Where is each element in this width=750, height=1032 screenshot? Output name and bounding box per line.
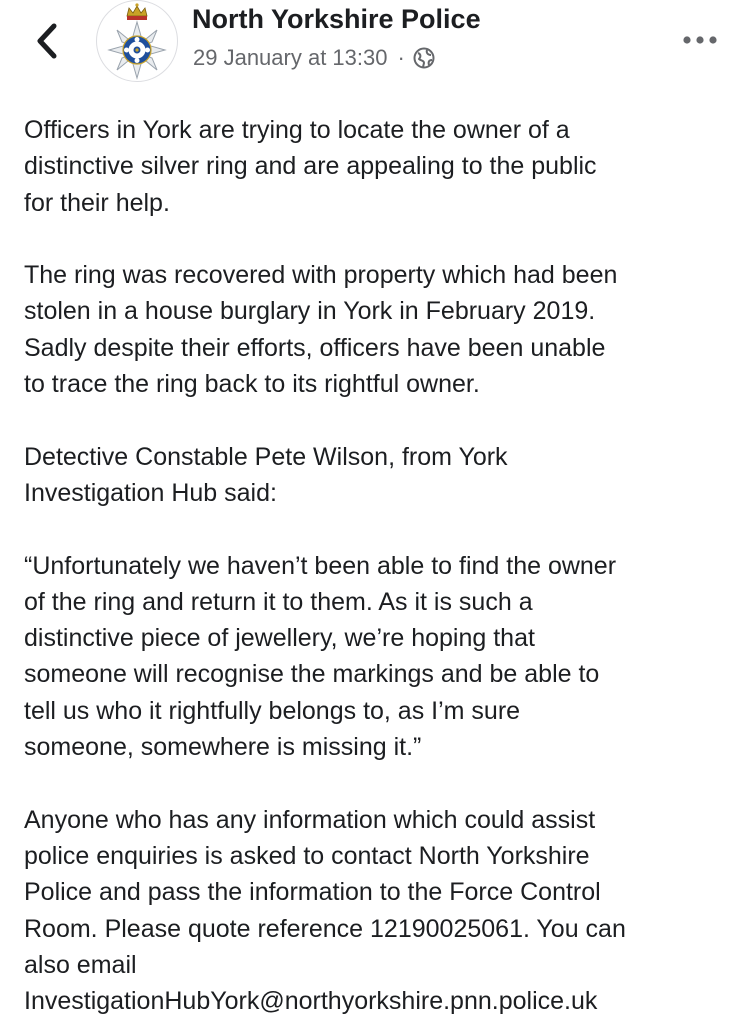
- more-horizontal-icon: [682, 35, 718, 45]
- post-header: [0, 0, 750, 100]
- page-name[interactable]: North Yorkshire Police: [192, 4, 481, 34]
- post-paragraph-3: Detective Constable Pete Wilson, from York Investigation Hub said:: [24, 442, 508, 507]
- more-options-button[interactable]: [680, 28, 720, 52]
- post-meta: [193, 45, 435, 71]
- globe-icon: [413, 47, 435, 69]
- post-paragraph-1: Officers in York are trying to locate the owner of a distinctive silver ring and are appealing to the public for their help.: [24, 116, 597, 217]
- chevron-left-icon: [34, 22, 60, 60]
- post-paragraph-2: The ring was recovered with property which had been stolen in a house burglary in York in February 2019. Sadly despite their efforts, officers have been unable to trace the ring back to its rightful owner.: [24, 261, 618, 399]
- post-paragraph-5: Anyone who has any information which could assist police enquiries is asked to contact North Yorkshire Police and pass the information to the Force Control Room. Please quote reference 12190025061. You can also email InvestigationHubYork@northyorkshire.pnn.police.uk: [24, 805, 626, 1016]
- post-paragraph-4: “Unfortunately we haven’t been able to find the owner of the ring and return it to them. As it is such a distinctive piece of jewellery, we’re hoping that someone will recognise the markings and be able to tell us who it rightfully belongs to, as I’m sure someone, somewhere is missing it.”: [24, 551, 617, 762]
- post-text: [24, 112, 736, 1019]
- post-timestamp[interactable]: 29 January at 13:30: [193, 45, 388, 70]
- crown-icon: [127, 3, 147, 20]
- avatar[interactable]: [96, 0, 178, 82]
- meta-separator: ·: [397, 45, 405, 70]
- back-button[interactable]: [22, 18, 72, 64]
- police-crest-icon: [102, 2, 172, 80]
